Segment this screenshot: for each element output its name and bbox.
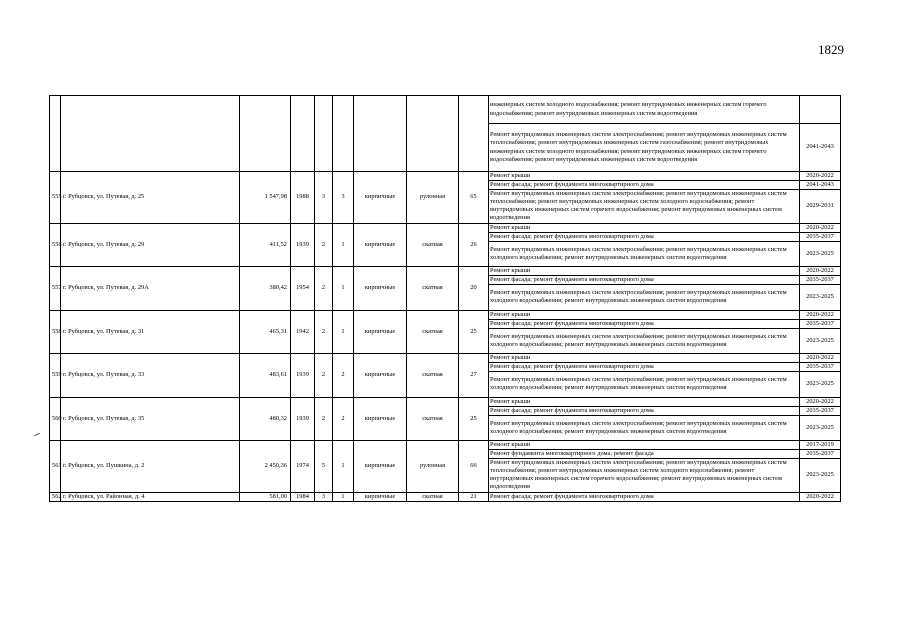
period-cell: 2035-2037 bbox=[800, 363, 841, 372]
building-floors: 2 bbox=[315, 397, 333, 440]
period-cell bbox=[800, 96, 841, 124]
work-cell: Ремонт внутридомовых инженерных систем электроснабжения; ремонт внутридомовых инженерных систем теплоснабжения; ремонт внутридомовых инженерных систем холодного водоснабжения; ремонт внутридомовых инженерных систем горячего водоснабжения; ремонт внутридомовых инженерных систем водоотведения bbox=[489, 190, 800, 223]
num-cell bbox=[50, 96, 61, 172]
fragment-row bbox=[50, 96, 841, 124]
building-roof: скатная bbox=[407, 267, 459, 310]
period-cell: 2017-2019 bbox=[800, 441, 841, 450]
building-entrances: 1 bbox=[333, 492, 354, 501]
building-number: 559 bbox=[50, 354, 61, 397]
roof-cell bbox=[407, 96, 459, 172]
period-cell: 2020-2022 bbox=[800, 397, 841, 406]
period-cell: 2035-2037 bbox=[800, 319, 841, 328]
building-wear: 66 bbox=[459, 441, 489, 493]
building-floors: 2 bbox=[315, 267, 333, 310]
building-walls: кирпичные bbox=[354, 492, 407, 501]
building-floors: 3 bbox=[315, 492, 333, 501]
period-cell: 2035-2037 bbox=[800, 406, 841, 415]
building-address: г. Рубцовск, ул. Путевая, д. 31 bbox=[61, 310, 240, 353]
table-row bbox=[50, 172, 841, 181]
work-cell: Ремонт внутридомовых инженерных систем электроснабжения; ремонт внутридомовых инженерных систем холодного водоснабжения; ремонт внутридомовых инженерных систем водоотведения bbox=[489, 328, 800, 353]
building-number: 560 bbox=[50, 397, 61, 440]
table-row bbox=[50, 354, 841, 363]
work-cell: Ремонт фасада; ремонт фундамента многоквартирного дома bbox=[489, 276, 800, 285]
building-address: г. Рубцовск, ул. Путевая, д. 29А bbox=[61, 267, 240, 310]
work-cell: Ремонт фасада; ремонт фундамента многоквартирного дома bbox=[489, 406, 800, 415]
building-roof: скатная bbox=[407, 354, 459, 397]
work-cell: Ремонт крыши bbox=[489, 310, 800, 319]
building-number: 557 bbox=[50, 267, 61, 310]
work-cell: инженерных систем холодного водоснабжения; ремонт внутридомовых инженерных систем горячего водоснабжения; ремонт внутридомовых инженерных систем водоотведения bbox=[489, 96, 800, 124]
entrances-cell bbox=[333, 96, 354, 172]
building-year: 1974 bbox=[291, 441, 315, 493]
building-floors: 2 bbox=[315, 223, 333, 266]
building-entrances: 2 bbox=[333, 354, 354, 397]
building-wear: 27 bbox=[459, 354, 489, 397]
building-year: 1939 bbox=[291, 354, 315, 397]
period-cell: 2023-2025 bbox=[800, 328, 841, 353]
work-cell: Ремонт крыши bbox=[489, 397, 800, 406]
period-cell: 2023-2025 bbox=[800, 459, 841, 492]
work-cell: Ремонт крыши bbox=[489, 172, 800, 181]
work-cell: Ремонт внутридомовых инженерных систем электроснабжения; ремонт внутридомовых инженерных систем теплоснабжения; ремонт внутридомовых инженерных систем газоснабжения; ремонт внутридомовых инженерных систем холодного водоснабжения; ремонт внутридомовых инженерных систем горячего водоснабжения; ремонт внутридомовых инженерных систем водоотведения bbox=[489, 124, 800, 172]
building-number: 561 bbox=[50, 441, 61, 493]
work-cell: Ремонт внутридомовых инженерных систем электроснабжения; ремонт внутридомовых инженерных систем холодного водоснабжения; ремонт внутридомовых инженерных систем водоотведения bbox=[489, 372, 800, 397]
building-address: г. Рубцовск, ул. Путевая, д. 29 bbox=[61, 223, 240, 266]
building-wear: 21 bbox=[459, 492, 489, 501]
period-cell: 2023-2025 bbox=[800, 241, 841, 266]
building-entrances: 1 bbox=[333, 267, 354, 310]
building-area: 1 547,98 bbox=[240, 172, 291, 224]
building-floors: 3 bbox=[315, 172, 333, 224]
work-cell: Ремонт крыши bbox=[489, 267, 800, 276]
table-row bbox=[50, 267, 841, 276]
building-roof: рулонная bbox=[407, 172, 459, 224]
table-row bbox=[50, 397, 841, 406]
period-cell: 2041-2043 bbox=[800, 124, 841, 172]
building-wear: 65 bbox=[459, 172, 489, 224]
work-cell: Ремонт крыши bbox=[489, 354, 800, 363]
building-entrances: 1 bbox=[333, 310, 354, 353]
building-area: 480,32 bbox=[240, 397, 291, 440]
period-cell: 2035-2037 bbox=[800, 276, 841, 285]
address-cell bbox=[61, 96, 240, 172]
period-cell: 2023-2025 bbox=[800, 285, 841, 310]
building-wear: 20 bbox=[459, 267, 489, 310]
work-cell: Ремонт крыши bbox=[489, 441, 800, 450]
building-wear: 26 bbox=[459, 223, 489, 266]
building-floors: 2 bbox=[315, 354, 333, 397]
building-number: 562 bbox=[50, 492, 61, 501]
period-cell: 2020-2022 bbox=[800, 310, 841, 319]
work-cell: Ремонт внутридомовых инженерных систем электроснабжения; ремонт внутридомовых инженерных систем холодного водоснабжения; ремонт внутридомовых инженерных систем водоотведения bbox=[489, 241, 800, 266]
area-cell bbox=[240, 96, 291, 172]
building-year: 1939 bbox=[291, 223, 315, 266]
page-number: 1829 bbox=[818, 42, 844, 57]
period-cell: 2035-2037 bbox=[800, 232, 841, 241]
period-cell: 2020-2022 bbox=[800, 354, 841, 363]
period-cell: 2035-2037 bbox=[800, 450, 841, 459]
building-roof: скатная bbox=[407, 397, 459, 440]
floors-cell bbox=[315, 96, 333, 172]
work-cell: Ремонт фасада; ремонт фундамента многоквартирного дома bbox=[489, 319, 800, 328]
building-walls: кирпичные bbox=[354, 223, 407, 266]
building-year: 1954 bbox=[291, 267, 315, 310]
building-number: 556 bbox=[50, 223, 61, 266]
building-area: 581,00 bbox=[240, 492, 291, 501]
table-row bbox=[50, 223, 841, 232]
building-walls: кирпичные bbox=[354, 267, 407, 310]
building-year: 1984 bbox=[291, 492, 315, 501]
building-address: г. Рубцовск, ул. Путевая, д. 25 bbox=[61, 172, 240, 224]
table-row bbox=[50, 310, 841, 319]
building-area: 411,52 bbox=[240, 223, 291, 266]
building-area: 380,42 bbox=[240, 267, 291, 310]
building-walls: кирпичные bbox=[354, 441, 407, 493]
building-number: 558 bbox=[50, 310, 61, 353]
building-number: 555 bbox=[50, 172, 61, 224]
period-cell: 2020-2022 bbox=[800, 223, 841, 232]
work-cell: Ремонт внутридомовых инженерных систем электроснабжения; ремонт внутридомовых инженерных систем холодного водоснабжения; ремонт внутридомовых инженерных систем водоотведения bbox=[489, 285, 800, 310]
work-cell: Ремонт внутридомовых инженерных систем электроснабжения; ремонт внутридомовых инженерных систем холодного водоснабжения; ремонт внутридомовых инженерных систем водоотведения bbox=[489, 415, 800, 440]
wear-cell bbox=[459, 96, 489, 172]
period-cell: 2023-2025 bbox=[800, 415, 841, 440]
building-year: 1942 bbox=[291, 310, 315, 353]
building-address: г. Рубцовск, ул. Путевая, д. 33 bbox=[61, 354, 240, 397]
work-cell: Ремонт фасада; ремонт фундамента многоквартирного дома bbox=[489, 363, 800, 372]
work-cell: Ремонт фасада; ремонт фундамента многоквартирного дома bbox=[489, 232, 800, 241]
work-cell: Ремонт фундамента многоквартирного дома; ремонт фасада bbox=[489, 450, 800, 459]
building-walls: кирпичные bbox=[354, 172, 407, 224]
walls-cell bbox=[354, 96, 407, 172]
work-cell: Ремонт внутридомовых инженерных систем электроснабжения; ремонт внутридомовых инженерных систем теплоснабжения; ремонт внутридомовых инженерных систем холодного водоснабжения; ремонт внутридомовых инженерных систем горячего водоснабжения; ремонт внутридомовых инженерных систем водоотведения bbox=[489, 459, 800, 492]
building-address: г. Рубцовск, ул. Районная, д. 4 bbox=[61, 492, 240, 501]
work-cell: Ремонт крыши bbox=[489, 223, 800, 232]
building-roof: рулонная bbox=[407, 441, 459, 493]
period-cell: 2023-2025 bbox=[800, 372, 841, 397]
building-roof: скатная bbox=[407, 310, 459, 353]
table-row bbox=[50, 492, 841, 501]
work-cell: Ремонт фасада; ремонт фундамента многоквартирного дома bbox=[489, 181, 800, 190]
building-entrances: 1 bbox=[333, 441, 354, 493]
building-roof: скатная bbox=[407, 492, 459, 501]
building-area: 2 450,36 bbox=[240, 441, 291, 493]
building-walls: кирпичные bbox=[354, 310, 407, 353]
period-cell: 2020-2022 bbox=[800, 492, 841, 501]
building-address: г. Рубцовск, ул. Путевая, д. 35 bbox=[61, 397, 240, 440]
period-cell: 2020-2022 bbox=[800, 267, 841, 276]
building-entrances: 2 bbox=[333, 397, 354, 440]
period-cell: 2041-2043 bbox=[800, 181, 841, 190]
table-row bbox=[50, 441, 841, 450]
building-entrances: 1 bbox=[333, 223, 354, 266]
building-area: 483,61 bbox=[240, 354, 291, 397]
building-wear: 25 bbox=[459, 397, 489, 440]
building-entrances: 3 bbox=[333, 172, 354, 224]
building-area: 465,31 bbox=[240, 310, 291, 353]
scan-mark bbox=[34, 433, 40, 436]
work-cell: Ремонт фасада; ремонт фундамента многоквартирного дома bbox=[489, 492, 800, 501]
year-cell bbox=[291, 96, 315, 172]
building-walls: кирпичные bbox=[354, 397, 407, 440]
capital-repair-table bbox=[49, 95, 841, 502]
building-walls: кирпичные bbox=[354, 354, 407, 397]
building-year: 1939 bbox=[291, 397, 315, 440]
building-address: г. Рубцовск, ул. Пушкина, д. 2 bbox=[61, 441, 240, 493]
building-wear: 25 bbox=[459, 310, 489, 353]
building-roof: скатная bbox=[407, 223, 459, 266]
building-year: 1988 bbox=[291, 172, 315, 224]
period-cell: 2020-2022 bbox=[800, 172, 841, 181]
building-floors: 5 bbox=[315, 441, 333, 493]
period-cell: 2029-2031 bbox=[800, 190, 841, 223]
building-floors: 2 bbox=[315, 310, 333, 353]
